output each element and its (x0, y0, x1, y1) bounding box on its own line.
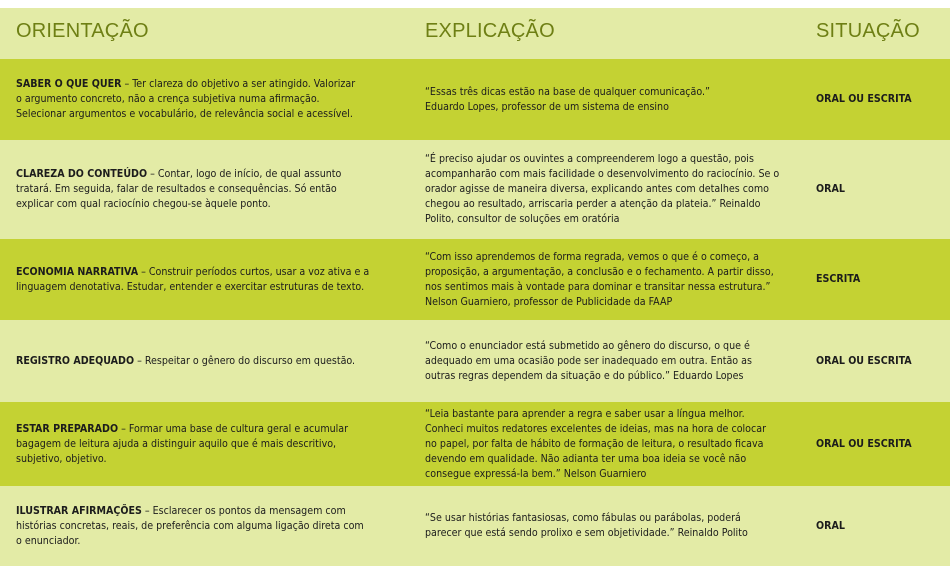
explanation-cell (425, 402, 780, 486)
header-orientation: ORIENTAÇÃO (16, 20, 149, 42)
orientation-cell (16, 140, 386, 239)
explanation-text: “Com isso aprendemos de forma regrada, vemos o que é o começo, a proposição, a argumentação, a conclusão e o fechamento. A partir disso, nos sentimos mais à vontade para dominar e transitar nessa estrutura.” Nelson Guarniero, professor de Publicidade da FAAP (425, 250, 774, 308)
orientation-cell (16, 239, 386, 320)
orientation-text: – Construir períodos curtos, usar a voz ativa e a linguagem denotativa. Estudar, entender e exercitar estruturas de texto. (16, 265, 370, 293)
table-row (0, 320, 950, 402)
orientation-text: – Ter clareza do objetivo a ser atingido. Valorizar o argumento concreto, não a crença subjetiva numa afirmação. Selecionar argumentos e vocabulário, de relevância social e acessível. (16, 78, 356, 120)
explanation-cell (425, 320, 780, 402)
explanation-cell (425, 140, 780, 239)
table-row (0, 402, 950, 486)
explanation-text: “Como o enunciador está submetido ao gênero do discurso, o que é adequado em uma ocasião pode ser inadequado em outra. Então as outras regras dependem da situação e do público.” Eduardo Lopes (425, 339, 752, 382)
guidelines-table (0, 8, 950, 566)
explanation-cell (425, 239, 780, 320)
orientation-cell (16, 320, 386, 402)
situation-cell: ORAL OU ESCRITA (816, 354, 912, 367)
orientation-text: – Esclarecer os pontos da mensagem com histórias concretas, reais, de preferência com alguma ligação direta com o enunciador. (16, 504, 364, 547)
explanation-text: “Se usar histórias fantasiosas, como fábulas ou parábolas, poderá parecer que está sendo prolixo e sem objetividade.” Reinaldo Polito (425, 512, 748, 539)
row-title: CLAREZA DO CONTEÚDO (16, 168, 148, 180)
situation-cell: ORAL (816, 519, 845, 532)
orientation-text: – Contar, logo de início, de qual assunto tratará. Em seguida, falar de resultados e consequências. Só então explicar com qual raciocínio chegou-se àquele ponto. (16, 168, 342, 210)
situation-cell: ORAL OU ESCRITA (816, 437, 912, 450)
orientation-text: – Respeitar o gênero do discurso em questão. (134, 354, 356, 367)
explanation-text: “É preciso ajudar os ouvintes a compreenderem logo a questão, pois acompanharão com mais facilidade o desenvolvimento do raciocínio. Se o orador agisse de maneira diversa, explicando antes com detalhes como chegou ao resultado, arriscaria perder a atenção da plateia.” Reinaldo Polito, consultor de soluções em oratória (425, 153, 780, 225)
table-row (0, 59, 950, 140)
explanation-text: “Leia bastante para aprender a regra e saber usar a língua melhor. Conheci muitos redatores excelentes de ideias, mas na hora de colocar no papel, por falta de hábito de formação de leitura, o resultado ficava devendo em qualidade. Não adianta ter uma boa ideia se você não consegue expressá-la bem.” Nelson Guarniero (425, 407, 766, 480)
orientation-cell (16, 402, 386, 486)
situation-cell: ESCRITA (816, 273, 861, 285)
orientation-text: – Formar uma base de cultura geral e acumular bagagem de leitura ajuda a distinguir aquilo que é mais descritivo, subjetivo, objetivo. (16, 422, 349, 465)
situation-cell: ORAL (816, 183, 845, 195)
explanation-cell (425, 59, 780, 140)
orientation-cell (16, 486, 386, 566)
orientation-cell (16, 59, 386, 140)
row-title: ESTAR PREPARADO (16, 422, 119, 435)
table-row (0, 486, 950, 566)
row-title: ECONOMIA NARRATIVA (16, 265, 139, 278)
situation-cell: ORAL OU ESCRITA (816, 93, 912, 105)
table-row (0, 239, 950, 320)
row-title: ILUSTRAR AFIRMAÇÕES (16, 504, 142, 517)
row-title: SABER O QUE QUER (16, 78, 122, 90)
table-header (0, 8, 950, 59)
table-row (0, 140, 950, 239)
header-explanation: EXPLICAÇÃO (425, 20, 555, 42)
explanation-cell (425, 486, 780, 566)
row-title: REGISTRO ADEQUADO (16, 354, 135, 367)
header-situation: SITUAÇÃO (816, 20, 920, 42)
explanation-text: “Essas três dicas estão na base de qualquer comunicação.” Eduardo Lopes, professor de um sistema de ensino (425, 85, 710, 113)
